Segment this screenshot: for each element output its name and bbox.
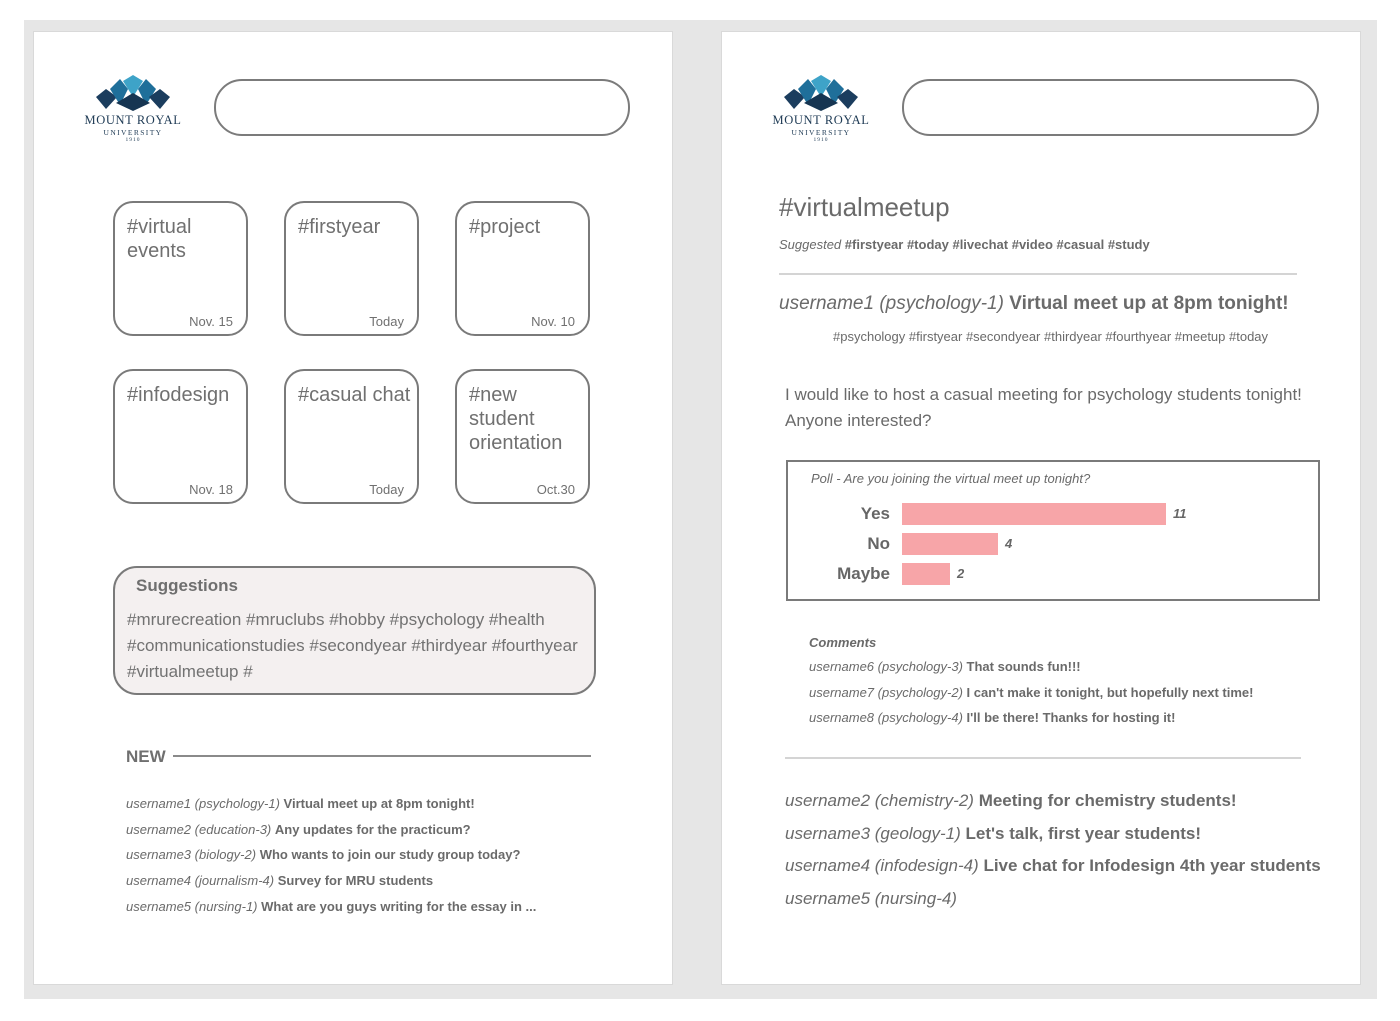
divider xyxy=(785,757,1301,759)
suggested-tags xyxy=(779,237,1150,252)
post-title: Let's talk, first year students! xyxy=(965,823,1202,843)
tile-name: #infodesign xyxy=(127,384,230,406)
poll-option[interactable] xyxy=(788,562,1318,586)
tile-name: #virtual events xyxy=(127,216,192,262)
poll-bar xyxy=(902,503,1166,525)
poll-option[interactable] xyxy=(788,502,1318,526)
poll-bar xyxy=(902,533,998,555)
post-list-item[interactable] xyxy=(785,818,1321,851)
comments-heading: Comments xyxy=(809,635,877,650)
comment-text: That sounds fun!!! xyxy=(966,659,1081,674)
search-input[interactable] xyxy=(902,79,1319,136)
hashtag-tile[interactable] xyxy=(284,369,419,504)
home-page xyxy=(33,31,673,985)
poll-count: 11 xyxy=(1173,506,1187,521)
hashtag-tile[interactable] xyxy=(455,369,590,504)
comment-text: I can't make it tonight, but hopefully next time! xyxy=(966,684,1254,700)
mru-logo[interactable] xyxy=(766,75,876,145)
post-title: Any updates for the practicum? xyxy=(274,821,471,837)
logo-year: 1910 xyxy=(125,137,141,143)
post-list-item[interactable] xyxy=(126,817,536,843)
post-user: username3 (biology-2) xyxy=(126,847,257,863)
hashtag-page xyxy=(721,31,1361,985)
post-user: username2 (education-3) xyxy=(126,821,272,837)
post-user: username3 (geology-1) xyxy=(785,823,961,843)
comment-item xyxy=(809,705,1253,731)
tile-name: #new student orientation xyxy=(469,384,563,454)
new-divider xyxy=(173,755,591,757)
poll-option-label: No xyxy=(867,534,890,553)
tile-date: Oct.30 xyxy=(536,482,575,497)
comment-user[interactable]: username8 (psychology-4) xyxy=(809,710,963,726)
related-post-list xyxy=(785,785,1321,916)
suggested-tag-list[interactable]: #firstyear #today #livechat #video #casual #study xyxy=(844,237,1150,252)
hashtag-tile[interactable] xyxy=(284,201,419,336)
comment-user[interactable]: username6 (psychology-3) xyxy=(809,659,963,674)
mru-logo[interactable] xyxy=(78,75,188,145)
tile-date: Nov. 10 xyxy=(531,314,575,329)
search-input[interactable] xyxy=(214,79,630,136)
post-user: username5 (nursing-1) xyxy=(126,898,258,914)
poll-option[interactable] xyxy=(788,532,1318,556)
comment-item xyxy=(809,680,1253,706)
suggested-label: Suggested xyxy=(779,237,842,252)
poll-card xyxy=(786,460,1320,601)
mru-logo-icon xyxy=(784,75,858,111)
comment-user[interactable]: username7 (psychology-2) xyxy=(809,684,963,700)
poll-count: 2 xyxy=(957,566,965,581)
post-list-item[interactable] xyxy=(126,868,536,894)
post-tags[interactable]: #psychology #firstyear #secondyear #thirdyear #fourthyear #meetup #today xyxy=(833,329,1269,344)
poll-option-label: Yes xyxy=(860,504,890,523)
post-title: Virtual meet up at 8pm tonight! xyxy=(1009,293,1289,314)
suggestions-panel xyxy=(113,566,596,695)
comment-list xyxy=(809,654,1253,731)
post-list-item[interactable] xyxy=(126,842,536,868)
page-title: #virtualmeetup xyxy=(779,192,950,222)
tile-date: Today xyxy=(369,482,404,497)
logo-sub: UNIVERSITY xyxy=(103,128,163,137)
suggestion-tags[interactable]: #mrurecreation #mruclubs #hobby #psychology #health #communicationstudies #secondyear #thirdyear #fourthyear #virtualmeetup # xyxy=(127,610,578,681)
poll-option-label: Maybe xyxy=(837,564,890,583)
post-title: Survey for MRU students xyxy=(277,873,434,889)
post-title: Meeting for chemistry students! xyxy=(978,791,1237,810)
post-header xyxy=(779,293,1289,315)
poll-title: Poll - Are you joining the virtual meet up tonight? xyxy=(811,471,1091,486)
post-list-item[interactable] xyxy=(126,791,536,817)
logo-sub: UNIVERSITY xyxy=(791,128,851,137)
tile-name: #casual chat xyxy=(298,384,411,406)
post-user: username1 (psychology-1) xyxy=(126,796,280,811)
tile-date: Today xyxy=(369,314,404,329)
poll-bar xyxy=(902,563,950,585)
post-body: I would like to host a casual meeting for psychology students tonight! Anyone interested? xyxy=(785,385,1302,430)
poll-count: 4 xyxy=(1005,536,1013,551)
post-title: Live chat for Infodesign 4th year students xyxy=(983,856,1321,876)
post-user: username4 (journalism-4) xyxy=(126,873,275,889)
new-heading: NEW xyxy=(126,747,166,766)
post-title: Who wants to join our study group today? xyxy=(259,847,521,863)
post-user: username2 (chemistry-2) xyxy=(785,791,974,810)
post-user: username5 (nursing-4) xyxy=(785,889,957,909)
comment-item xyxy=(809,654,1253,680)
mru-logo-icon xyxy=(96,75,170,111)
post-list-item[interactable] xyxy=(785,883,1321,916)
tile-name: #project xyxy=(469,216,541,238)
tile-date: Nov. 18 xyxy=(189,482,233,497)
post-list-item[interactable] xyxy=(126,894,536,920)
post-list-item[interactable] xyxy=(785,785,1321,818)
post-title: What are you guys writing for the essay in ... xyxy=(261,898,537,914)
post-list-item[interactable] xyxy=(785,850,1321,883)
post-title: Virtual meet up at 8pm tonight! xyxy=(283,796,475,811)
hashtag-tile[interactable] xyxy=(113,369,248,504)
hashtag-tile[interactable] xyxy=(113,201,248,336)
new-post-list xyxy=(126,791,536,920)
suggestions-title: Suggestions xyxy=(136,576,239,595)
post-user: username4 (infodesign-4) xyxy=(785,856,979,876)
hashtag-tile[interactable] xyxy=(455,201,590,336)
logo-name: MOUNT ROYAL xyxy=(772,113,870,127)
post-user[interactable]: username1 (psychology-1) xyxy=(779,293,1004,314)
divider xyxy=(779,273,1297,275)
comment-text: I'll be there! Thanks for hosting it! xyxy=(966,710,1176,726)
tile-name: #firstyear xyxy=(298,216,381,238)
tile-date: Nov. 15 xyxy=(189,314,233,329)
logo-year: 1910 xyxy=(813,137,829,143)
logo-name: MOUNT ROYAL xyxy=(84,113,182,127)
